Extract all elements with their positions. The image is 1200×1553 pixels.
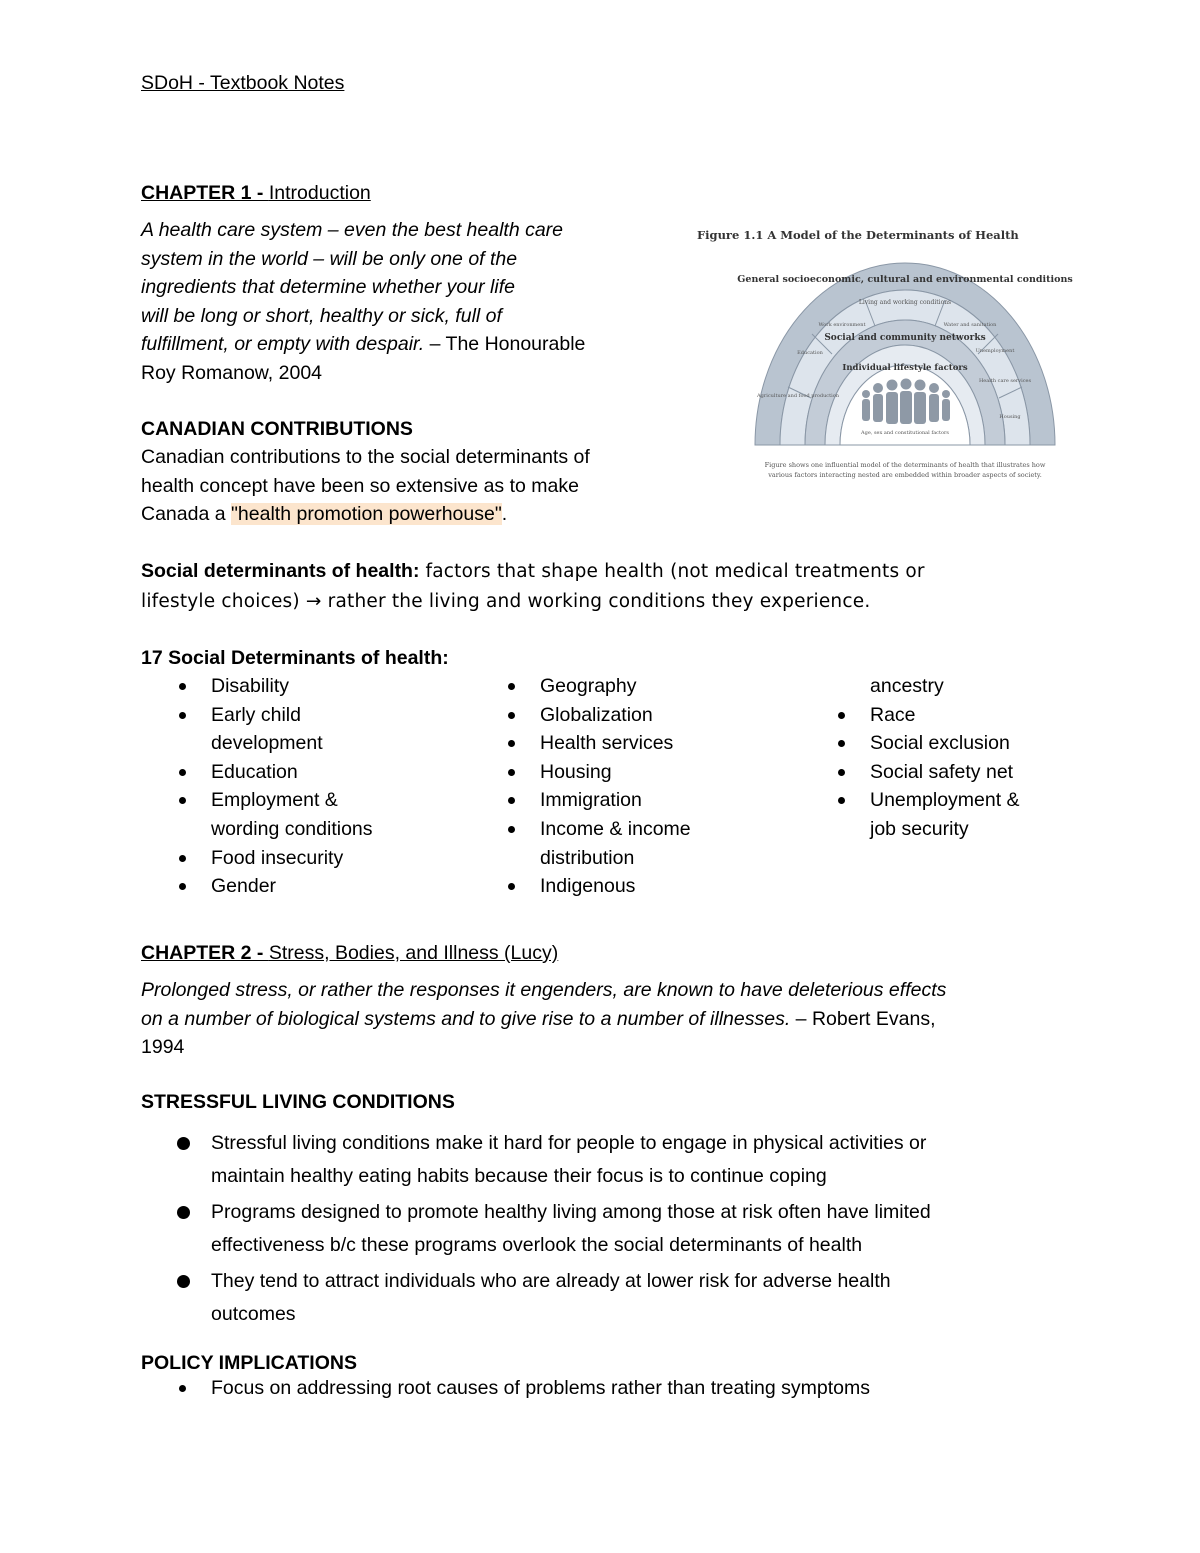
- bullet-icon: [508, 683, 515, 690]
- sdoh-column-3: [800, 672, 1100, 844]
- list-item: Unemployment & job security: [800, 786, 1100, 843]
- list-item-continuation: ancestry: [870, 675, 944, 697]
- quote-author: – Robert Evans,: [790, 1007, 936, 1030]
- chapter-1-title: Introduction: [268, 182, 371, 204]
- figure-caption: various factors interacting nested are embedded within broader aspects of society.: [768, 471, 1042, 479]
- bullet-icon: [179, 797, 186, 804]
- sdoh-column-1: [141, 672, 471, 901]
- bullet-icon: [508, 712, 515, 719]
- determinants-of-health-figure: [680, 222, 1080, 487]
- sdoh-list-heading: 17 Social Determinants of health:: [141, 647, 449, 669]
- bullet-icon: [179, 855, 186, 862]
- list-item: Income & income distribution: [470, 815, 800, 872]
- canadian-contributions-heading: CANADIAN CONTRIBUTIONS: [141, 418, 413, 440]
- list-item: Employment & wording conditions: [141, 786, 471, 843]
- list-item: Focus on addressing root causes of problems rather than treating symptoms: [141, 1374, 1081, 1403]
- segment-label: Work environment: [818, 322, 866, 328]
- list-item: Programs designed to promote healthy living among those at risk often have limited effectiveness b/c these programs overlook the social determinants of health: [141, 1196, 1081, 1261]
- stressful-living-heading: STRESSFUL LIVING CONDITIONS: [141, 1091, 455, 1113]
- list-item: Education: [141, 758, 471, 787]
- bullet-icon: [508, 883, 515, 890]
- bullet-icon: [838, 712, 845, 719]
- bullet-icon: [179, 1385, 186, 1392]
- segment-label: Water and sanitation: [943, 322, 997, 328]
- list-item: Indigenous: [470, 872, 800, 901]
- chapter-2-heading: [141, 939, 558, 968]
- bullet-icon: [508, 769, 515, 776]
- sdoh-term: Social determinants of health:: [141, 560, 420, 582]
- quote-author-year: 1994: [141, 1036, 185, 1058]
- quote-line: fulfillment, or empty with despair.: [141, 333, 425, 355]
- list-item: Globalization: [470, 701, 800, 730]
- canadian-contributions-text: [141, 443, 661, 529]
- outer-ring-label: General socioeconomic, cultural and environmental conditions: [737, 274, 1073, 285]
- quote-author-name: Roy Romanow, 2004: [141, 361, 323, 384]
- contrib-line: Canadian contributions to the social determinants of: [141, 446, 590, 468]
- figure-caption: Figure shows one influential model of the determinants of health that illustrates how: [764, 461, 1046, 469]
- core-label: Age, sex and constitutional factors: [861, 430, 949, 436]
- quote-line: system in the world – will be only one of the: [141, 247, 518, 270]
- policy-implications-list: [141, 1374, 1081, 1403]
- highlighted-phrase: "health promotion powerhouse": [231, 503, 502, 525]
- bullet-icon: [177, 1275, 190, 1288]
- chapter-1-heading: [141, 179, 371, 208]
- sdoh-definition-text: lifestyle choices) → rather the living and working conditions they experience.: [141, 590, 871, 612]
- list-item: They tend to attract individuals who are already at lower risk for adverse health outcomes: [141, 1265, 1081, 1330]
- list-item: Housing: [470, 758, 800, 787]
- quote-line: A health care system – even the best health care: [141, 219, 564, 241]
- bullet-icon: [179, 712, 186, 719]
- chapter-2-quote: [141, 976, 1081, 1062]
- list-item: Health services: [470, 729, 800, 758]
- list-item: Disability: [141, 672, 471, 701]
- chapter-1-quote: [141, 216, 661, 387]
- bullet-icon: [179, 683, 186, 690]
- policy-implications-heading: POLICY IMPLICATIONS: [141, 1352, 357, 1374]
- quote-line: ingredients that determine whether your life: [141, 276, 515, 298]
- quote-line: will be long or short, healthy or sick, full of: [141, 304, 502, 327]
- contrib-line: health concept have been so extensive as to make: [141, 474, 579, 497]
- list-item: Food insecurity: [141, 844, 471, 873]
- list-item: Geography: [470, 672, 800, 701]
- people-silhouettes-icon: [862, 379, 950, 425]
- inner-ring-label: Individual lifestyle factors: [842, 363, 968, 373]
- segment-label: Housing: [999, 414, 1021, 420]
- quote-line: Prolonged stress, or rather the responses it engenders, are known to have deleterious effects: [141, 979, 947, 1001]
- bullet-icon: [508, 826, 515, 833]
- segment-label: Education: [797, 350, 823, 356]
- list-item: Stressful living conditions make it hard for people to engage in physical activities or maintain healthy eating habits because their focus is to continue coping: [141, 1127, 1081, 1192]
- document-title: SDoH - Textbook Notes: [141, 72, 345, 94]
- bullet-icon: [177, 1206, 190, 1219]
- bullet-icon: [508, 740, 515, 747]
- chapter-2-label: CHAPTER 2 -: [141, 942, 269, 964]
- bullet-icon: [179, 883, 186, 890]
- middle-ring-label: Social and community networks: [824, 333, 986, 343]
- bullet-icon: [177, 1137, 190, 1150]
- quote-author: – The Honourable: [424, 333, 586, 355]
- bullet-icon: [838, 769, 845, 776]
- contrib-suffix: .: [501, 503, 508, 525]
- figure-title: Figure 1.1 A Model of the Determinants of Health: [697, 228, 1019, 242]
- bullet-icon: [838, 740, 845, 747]
- chapter-1-label: CHAPTER 1 -: [141, 182, 269, 204]
- segment-label: Unemployment: [975, 348, 1015, 354]
- bullet-icon: [179, 769, 186, 776]
- segment-label: Agriculture and food production: [757, 393, 839, 399]
- list-item: Immigration: [470, 786, 800, 815]
- bullet-icon: [838, 797, 845, 804]
- contrib-prefix: Canada a: [141, 503, 231, 525]
- chapter-2-title: Stress, Bodies, and Illness (Lucy): [268, 942, 559, 964]
- quote-line: on a number of biological systems and to give rise to a number of illnesses.: [141, 1007, 791, 1030]
- list-item: Gender: [141, 872, 471, 901]
- list-item: Social safety net: [800, 758, 1100, 787]
- sdoh-definition: [141, 557, 1061, 616]
- bullet-icon: [508, 797, 515, 804]
- list-item: Early child development: [141, 701, 471, 758]
- sdoh-column-2: [470, 672, 800, 901]
- segment-label: Living and working conditions: [858, 299, 952, 306]
- list-item: Race: [800, 701, 1100, 730]
- list-item: Social exclusion: [800, 729, 1100, 758]
- sdoh-definition-text: factors that shape health (not medical treatments or: [419, 561, 925, 582]
- segment-label: Health care services: [978, 378, 1032, 384]
- stressful-living-list: [141, 1127, 1081, 1334]
